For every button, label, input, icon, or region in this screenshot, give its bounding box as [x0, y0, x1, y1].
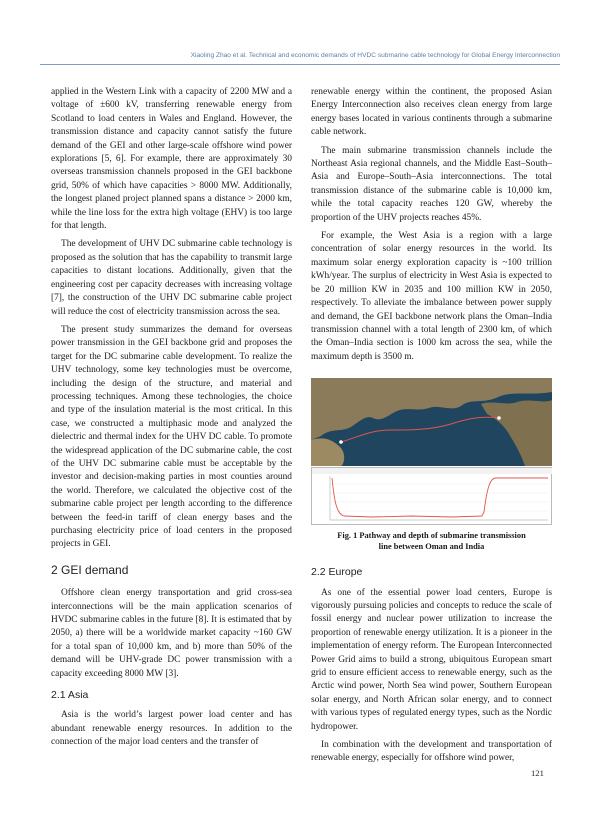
header-rule: [40, 64, 560, 65]
paragraph: The main submarine transmission channels include the Northeast Asia regional channels, and the Middle East–South–Asia and Europe–South–Asia interconnections. The total transmission distance of the submarine cable is 10,000 km, while the total capacity reaches 120 GW, whereby the proportion of the UHV projects reaches 45%.: [311, 145, 552, 223]
figure-caption-line: Fig. 1 Pathway and depth of submarine transmission: [337, 531, 526, 541]
paragraph: Offshore clean energy transportation and grid cross-sea interconnections will be the main application scenarios of HVDC submarine cables in the future [8]. It is estimated that by 2050, a) there will be a worldwide market capacity ~160 GW for a total span of 10,000 km, and b) more than 50% of the demand will be UHV-grade DC power transmission with a capacity exceeding 8000 MW [3].: [51, 588, 292, 679]
depth-profile-graphic: [312, 468, 552, 525]
right-column: [311, 86, 552, 766]
running-head: Xiaoling Zhao et al. Technical and economic demands of HVDC submarine cable technology for Global Energy Interconnection: [190, 52, 560, 59]
left-column: [51, 86, 292, 750]
paragraph: For example, the West Asia is a region with a large concentration of solar energy resources in the world. Its maximum solar energy exploration capacity is ~100 trillion kWh/year. The surplus of electricity in West Asia is expected to be 20 million KW in 2035 and 100 million KW in 2050, respectively. To alleviate the imbalance between power supply and demand, the GEI backbone network plans the Oman–India transmission channel with a total length of 2300 km, of which the Oman–India section is 1000 km across the sea, while the maximum depth is 3500 m.: [311, 231, 552, 362]
paragraph: The development of UHV DC submarine cable technology is proposed as the solution that has the capability to transmit large capacities to distant locations. Additionally, given that the engineering cost per capacity decreases with increasing voltage [7], the construction of the UHV DC submarine cable project will reduce the cost of electricity transmission across the sea.: [51, 239, 292, 317]
route-endpoint: [497, 416, 501, 420]
subsection-heading: 2.2 Europe: [311, 566, 363, 579]
paragraph: As one of the essential power load centers, Europe is vigorously pursuing policies and concepts to reduce the scale of fossil energy and nuclear power utilization to increase the proportion of renewable energy utilization. It is a pioneer in the implementation of energy reform. The European Interconnected Power Grid aims to build a strong, ubiquitous European smart grid to ensure efficient access to renewable energy, such as the Arctic wind power, North Sea wind power, Southern European solar energy, and North African solar energy, and to connect with various types of regulated energy types, such as the Nordic hydropower.: [311, 587, 552, 732]
paragraph: The present study summarizes the demand for overseas power transmission in the GEI backbone grid and proposes the target for the DC submarine cable development. To realize the UHV technology, some key technologies must be overcome, including the design of the structure, and material and processing techniques. Among these technologies, the choice and type of the insulation material is the most critical. In this case, we constructed a multiphasic mode and analyzed the dielectric and thermal index for the UHV DC cable. To promote the widespread application of the DC submarine cable, the cost of the UHV DC submarine cable must be acceptable by the investor and decision-making parties in most counties around the world. Therefore, we calculated the objective cost of the submarine cable project per length according to the difference between the feed-in tariff of clean energy bases and the purchasing electricity price of load centers in the proposed projects in GEI.: [51, 324, 292, 550]
map-graphic: [311, 378, 552, 466]
figure-caption: [311, 530, 552, 552]
route-endpoint: [339, 440, 343, 444]
paragraph: applied in the Western Link with a capacity of 2200 MW and a voltage of ±600 kV, transferring renewable energy from Scotland to load centers in Wales and England. However, the transmission distance and capacity cannot satisfy the future demand of the GEI and other large-scale offshore wind power explorations [5, 6]. For example, there are approximately 30 overseas transmission channels proposed in the GEI backbone grid, 50% of which have capacities > 8000 MW. Additionally, the longest planed project planned spans a distance > 2000 km, while the line loss for the extra high voltage (EHV) is too large for that length.: [51, 87, 292, 232]
figure-caption-line: line between Oman and India: [378, 542, 485, 552]
paragraph: Asia is the world’s largest power load center and has abundant renewable energy resources. In addition to the connection of the major load centers and the transfer of: [51, 710, 292, 748]
depth-profile-plot: [311, 467, 552, 525]
paragraph: In combination with the development and transportation of renewable energy, especially for offshore wind power,: [311, 740, 552, 764]
figure-1: [311, 378, 552, 552]
subsection-heading: 2.1 Asia: [51, 689, 89, 702]
satellite-map-image: [311, 378, 552, 466]
section-heading: 2 GEI demand: [51, 562, 129, 577]
page-number: 121: [531, 768, 544, 778]
paragraph: renewable energy within the continent, the proposed Asian Energy Interconnection also receives clean energy from large energy bases located in various continents through a submarine cable network.: [311, 87, 552, 138]
